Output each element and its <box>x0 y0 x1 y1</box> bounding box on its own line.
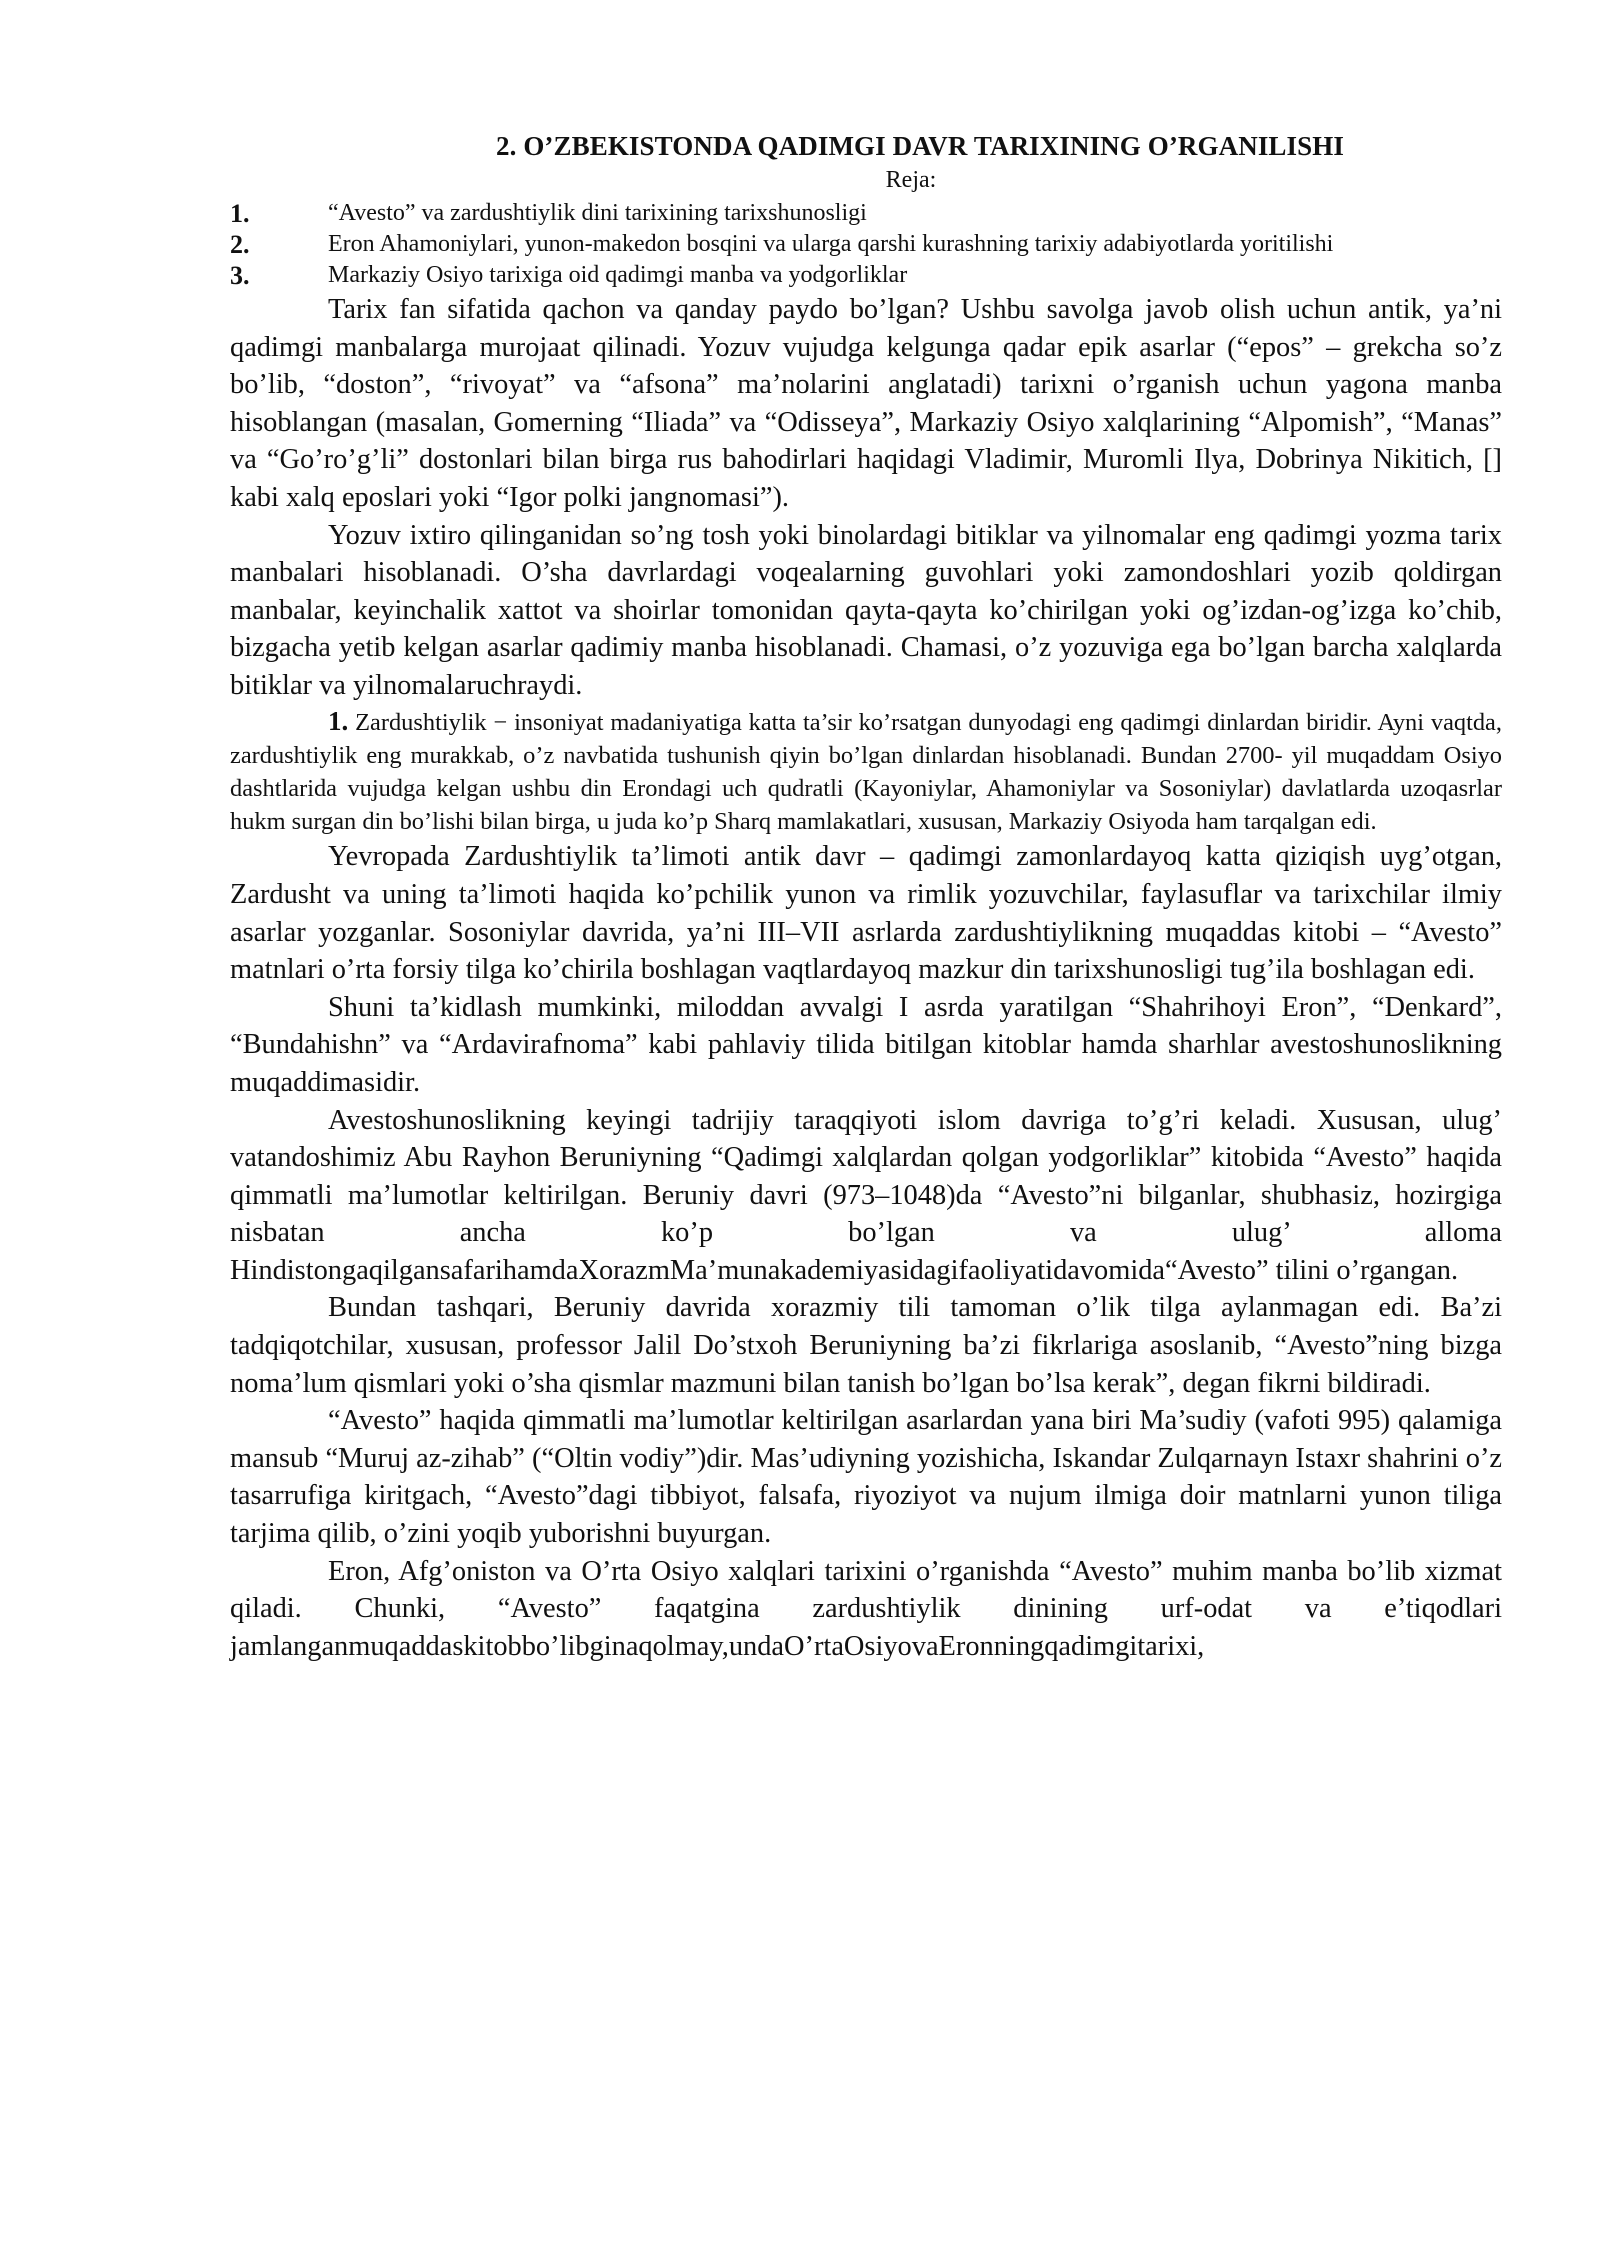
plan-item-number: 3. <box>230 261 250 290</box>
plan-item <box>230 198 1502 229</box>
plan-item-number: 1. <box>230 199 250 228</box>
plan-label: Reja: <box>885 167 937 193</box>
section-1-text: Zardushtiylik − insoniyat madaniyatiga katta ta’sir ko’rsatgan dunyodagi eng qadimgi dinlardan biridir. Ayni vaqtda, zardushtiylik eng murakkab, o’z navbatida tushunish qiyin bo’lgan dinlardan hisoblanadi. Bundan 2700- yil muqaddam Osiyo dashtlarida vujudga kelgan ushbu din Erondagi uch qudratli (Kayoniylar, Ahamoniylar va Sosoniylar) davlatlarda uzoqasrlar hukm surgan din bo’lishi bilan birga, u juda ko’p Sharq mamlakatlari, xususan, Markaziy Osiyoda ham tarqalgan edi. <box>230 708 1502 836</box>
plan-item <box>230 260 1502 291</box>
plan-item-number: 2. <box>230 230 250 259</box>
page-title: 2. O’ZBEKISTONDA QADIMGI DAVR TARIXINING O’RGANILISHI <box>496 131 1344 161</box>
plan-item-text: Markaziy Osiyo tarixiga oid qadimgi manba va yodgorliklar <box>328 262 908 288</box>
body-paragraph: Eron, Afg’oniston va O’rta Osiyo xalqlari tarixini o’rganishda “Avesto” muhim manba bo’lib xizmat qiladi. Chunki, “Avesto” faqatgina zardushtiylik dinining urf-odat va e’tiqodlari jamlanganmuqaddaskitobbo’libginaqolmay,undaO’rtaOsiyovaEronningqadimgitarixi, <box>230 1555 1502 1662</box>
body-paragraph: Yozuv ixtiro qilinganidan so’ng tosh yoki binolardagi bitiklar va yilnomalar eng qadimgi yozma tarix manbalari hisoblanadi. O’sha davrlardagi voqealarning guvohlari yoki zamondoshlari yozib qoldirgan manbalar, keyinchalik xattot va shoirlar tomonidan qayta-qayta ko’chirilgan yoki og’izdan-og’izga ko’chib, bizgacha yetib kelgan asarlar qadimiy manba hisoblanadi. Chamasi, o’z yozuviga ega bo’lgan barcha xalqlarda bitiklar va yilnomalaruchraydi. <box>230 519 1502 701</box>
section-1-paragraph <box>230 705 1502 839</box>
body-paragraph: “Avesto” haqida qimmatli ma’lumotlar keltirilgan asarlardan yana biri Ma’sudiy (vafoti 995) qalamiga mansub “Muruj az-zihab” (“Oltin vodiy”)dir. Mas’udiyning yozishicha, Iskandar Zulqarnayn Istaxr shahrini o’z tasarrufiga kiritgach, “Avesto”dagi tibbiyot, falsafa, riyoziyot va nujum ilmiga doir matnlarni yunon tiliga tarjima qilib, o’zini yoqib yuborishni buyurgan. <box>230 1405 1502 1550</box>
body-paragraph: Avestoshunoslikning keyingi tadrijiy taraqqiyoti islom davriga to’g’ri keladi. Xususan, ulug’ vatandoshimiz Abu Rayhon Beruniyning “Qadimgi xalqlardan qolgan yodgorliklar” kitobida “Avesto” haqida qimmatli ma’lumotlar keltirilgan. Beruniy davri (973–1048)da “Avesto”ni bilganlar, shubhasiz, hozirgiga nisbatan ancha ko’p bo’lgan va ulug’ alloma HindistongaqilgansafarihamdaXorazmMa’munakademiyasidagifaoliyatidavomida“Avesto” tilini o’rgangan. <box>230 1104 1502 1286</box>
plan-item-text: “Avesto” va zardushtiylik dini tarixining tarixshunosligi <box>328 200 867 226</box>
plan-item-text: Eron Ahamoniylari, yunon-makedon bosqini va ularga qarshi kurashning tarixiy adabiyotlarda yoritilishi <box>328 231 1334 257</box>
body-paragraph: Shuni ta’kidlash mumkinki, miloddan avvalgi I asrda yaratilgan “Shahrihoyi Eron”, “Denkard”, “Bundahishn” va “Ardavirafnoma” kabi pahlaviy tilida bitilgan kitoblar hamda sharhlar avestoshunoslikning muqaddimasidir. <box>230 991 1502 1098</box>
plan-list <box>230 198 1502 291</box>
body-paragraph: Bundan tashqari, Beruniy davrida xorazmiy tili tamoman o’lik tilga aylanmagan edi. Ba’zi tadqiqotchilar, xususan, professor Jalil Do’stxoh Beruniyning ba’zi fikrlariga asoslanib, “Avesto”ning bizga noma’lum qismlari yoki o’sha qismlar mazmuni bilan tanish bo’lgan bo’lsa kerak”, degan fikrni bildiradi. <box>230 1292 1502 1399</box>
section-1-number: 1. <box>328 705 349 736</box>
body-paragraph: Yevropada Zardushtiylik ta’limoti antik davr – qadimgi zamonlardayoq katta qiziqish uyg’otgan, Zardusht va uning ta’limoti haqida ko’pchilik yunon va rimlik yozuvchilar, faylasuflar va tarixchilar ilmiy asarlar yozganlar. Sosoniylar davrida, ya’ni III–VII asrlarda zardushtiylikning muqaddas kitobi – “Avesto” matnlari o’rta forsiy tilga ko’chirila boshlagan vaqtlardayoq mazkur din tarixshunosligi tug’ila boshlagan edi. <box>230 841 1502 986</box>
plan-item <box>230 229 1502 260</box>
body-paragraph: Tarix fan sifatida qachon va qanday paydo bo’lgan? Ushbu savolga javob olish uchun antik, ya’ni qadimgi manbalarga murojaat qilinadi. Yozuv vujudga kelgunga qadar epik asarlar (“epos” – grekcha so’z bo’lib, “doston”, “rivoyat” va “afsona” ma’nolarini anglatadi) tarixni o’rganish uchun yagona manba hisoblangan (masalan, Gomerning “Iliada” va “Odisseya”, Markaziy Osiyo xalqlarining “Alpomish”, “Manas” va “Go’ro’g’li” dostonlari bilan birga rus bahodirlari haqidagi Vladimir, Muromli Ilya, Dobrinya Nikitich, [] kabi xalq eposlari yoki “Igor polki jangnomasi”). <box>230 294 1502 513</box>
document-body <box>230 128 1502 1665</box>
